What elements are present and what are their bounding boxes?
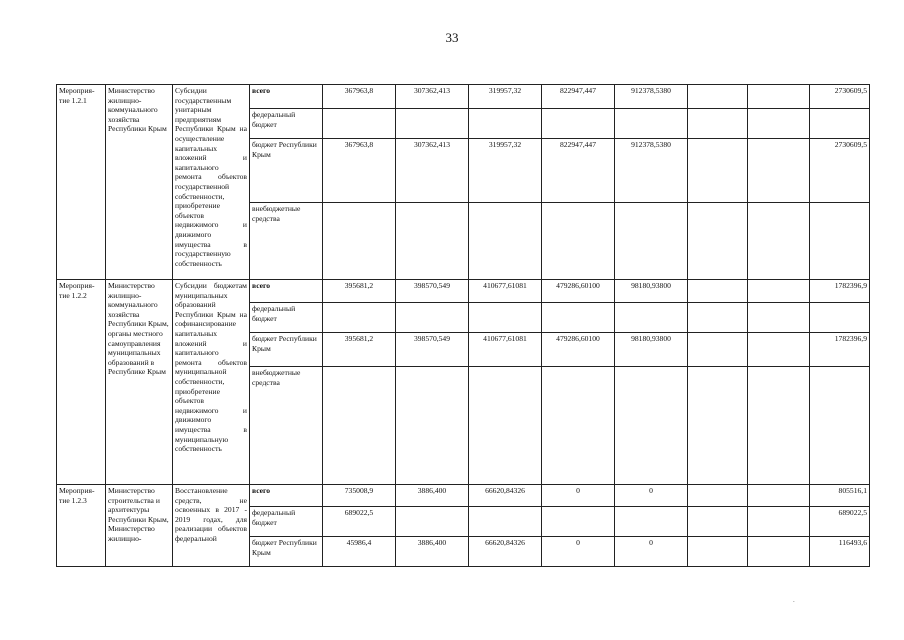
value-cell <box>615 109 688 139</box>
value-cell <box>748 203 810 280</box>
value-cell <box>469 367 542 485</box>
value-cell <box>396 367 469 485</box>
value-cell: 479286,60100 <box>542 333 615 367</box>
value-cell: 398570,549 <box>396 280 469 303</box>
measure-id-cell: Мероприя-тие 1.2.1 <box>57 85 106 280</box>
measure-id-cell: Мероприя-тие 1.2.2 <box>57 280 106 485</box>
value-cell: 367963,8 <box>323 139 396 203</box>
value-cell <box>688 507 748 537</box>
total-cell: 2730609,5 <box>810 85 870 109</box>
executor-cell: Министерство жилищно-коммунального хозяйства Республики Крым, органы местного самоуправления муниципальных образований в Республике Крым <box>106 280 173 485</box>
value-cell <box>688 85 748 109</box>
description-cell: Субсидии государственным унитарным предприятиям Республики Крым на осуществление капитальных вложений и капитального ремонта объектов государственной собственности, приобретение объектов недвижимого и движимого имущества в государственную собственность <box>173 85 250 280</box>
value-cell: 912378,5380 <box>615 139 688 203</box>
value-cell: 479286,60100 <box>542 280 615 303</box>
description-cell: Восстановление средств, не освоенных в 2017 - 2019 годах, для реализации объектов федеральной <box>173 485 250 567</box>
value-cell: 66620,84326 <box>469 537 542 567</box>
source-label: бюджет Республики Крым <box>250 139 323 203</box>
value-cell: 98180,93800 <box>615 333 688 367</box>
value-cell <box>748 367 810 485</box>
value-cell <box>542 109 615 139</box>
total-cell: 1782396,9 <box>810 333 870 367</box>
value-cell <box>396 507 469 537</box>
value-cell <box>748 333 810 367</box>
value-cell: 395681,2 <box>323 280 396 303</box>
description-cell: Субсидии бюджетам муниципальных образований Республики Крым на софинансирование капитальных вложений и капитального ремонта объектов муниципальной собственности, приобретение объектов недвижимого и движимого имущества в муниципальную собственность <box>173 280 250 485</box>
value-cell <box>542 367 615 485</box>
table-row <box>57 485 870 507</box>
value-cell: 0 <box>542 537 615 567</box>
value-cell: 395681,2 <box>323 333 396 367</box>
value-cell: 0 <box>542 485 615 507</box>
source-label: федеральный бюджет <box>250 109 323 139</box>
measure-id-cell: Мероприя-тие 1.2.3 <box>57 485 106 567</box>
total-cell <box>810 367 870 485</box>
value-cell: 319957,32 <box>469 139 542 203</box>
source-label: внебюджетные средства <box>250 367 323 485</box>
value-cell: 367963,8 <box>323 85 396 109</box>
total-cell: 116493,6 <box>810 537 870 567</box>
value-cell <box>469 109 542 139</box>
value-cell <box>688 333 748 367</box>
value-cell <box>323 109 396 139</box>
value-cell: 689022,5 <box>323 507 396 537</box>
value-cell: 66620,84326 <box>469 485 542 507</box>
value-cell <box>688 303 748 333</box>
value-cell <box>323 303 396 333</box>
value-cell: 822947,447 <box>542 85 615 109</box>
value-cell <box>688 485 748 507</box>
value-cell <box>688 203 748 280</box>
value-cell <box>469 203 542 280</box>
financing-table <box>56 84 870 567</box>
value-cell: 307362,413 <box>396 85 469 109</box>
value-cell: 0 <box>615 485 688 507</box>
value-cell <box>323 203 396 280</box>
value-cell <box>542 303 615 333</box>
total-cell <box>810 203 870 280</box>
total-cell: 1782396,9 <box>810 280 870 303</box>
value-cell <box>748 537 810 567</box>
value-cell <box>688 367 748 485</box>
value-cell <box>688 109 748 139</box>
value-cell <box>688 139 748 203</box>
value-cell <box>615 203 688 280</box>
source-label: федеральный бюджет <box>250 507 323 537</box>
value-cell <box>469 507 542 537</box>
value-cell <box>748 85 810 109</box>
source-label: федеральный бюджет <box>250 303 323 333</box>
value-cell <box>615 507 688 537</box>
source-label: всего <box>250 85 323 109</box>
value-cell <box>748 303 810 333</box>
value-cell <box>688 537 748 567</box>
value-cell: 45986,4 <box>323 537 396 567</box>
value-cell <box>542 507 615 537</box>
value-cell: 98180,93800 <box>615 280 688 303</box>
value-cell <box>748 139 810 203</box>
value-cell: 735008,9 <box>323 485 396 507</box>
value-cell <box>469 303 542 333</box>
table-row <box>57 280 870 303</box>
value-cell <box>688 280 748 303</box>
total-cell <box>810 303 870 333</box>
value-cell <box>748 280 810 303</box>
value-cell: 0 <box>615 537 688 567</box>
value-cell <box>615 367 688 485</box>
executor-cell: Министерство жилищно-коммунального хозяйства Республики Крым <box>106 85 173 280</box>
value-cell: 3886,400 <box>396 537 469 567</box>
value-cell: 912378,5380 <box>615 85 688 109</box>
total-cell: 2730609,5 <box>810 139 870 203</box>
value-cell: 307362,413 <box>396 139 469 203</box>
value-cell <box>396 303 469 333</box>
scan-mark: . <box>793 596 795 604</box>
value-cell <box>396 109 469 139</box>
executor-cell: Министерство строительства и архитектуры Республики Крым, Министерство жилищно- <box>106 485 173 567</box>
value-cell <box>396 203 469 280</box>
value-cell: 398570,549 <box>396 333 469 367</box>
value-cell <box>748 485 810 507</box>
value-cell <box>748 507 810 537</box>
table-row <box>57 85 870 109</box>
source-label: внебюджетные средства <box>250 203 323 280</box>
value-cell: 319957,32 <box>469 85 542 109</box>
value-cell <box>323 367 396 485</box>
source-label: бюджет Республики Крым <box>250 537 323 567</box>
total-cell: 689022,5 <box>810 507 870 537</box>
value-cell <box>542 203 615 280</box>
value-cell <box>615 303 688 333</box>
total-cell: 805516,1 <box>810 485 870 507</box>
source-label: бюджет Республики Крым <box>250 333 323 367</box>
value-cell <box>748 109 810 139</box>
page-number: 33 <box>445 30 459 45</box>
source-label: всего <box>250 485 323 507</box>
source-label: всего <box>250 280 323 303</box>
value-cell: 410677,61081 <box>469 333 542 367</box>
value-cell: 410677,61081 <box>469 280 542 303</box>
value-cell: 822947,447 <box>542 139 615 203</box>
value-cell: 3886,400 <box>396 485 469 507</box>
total-cell <box>810 109 870 139</box>
